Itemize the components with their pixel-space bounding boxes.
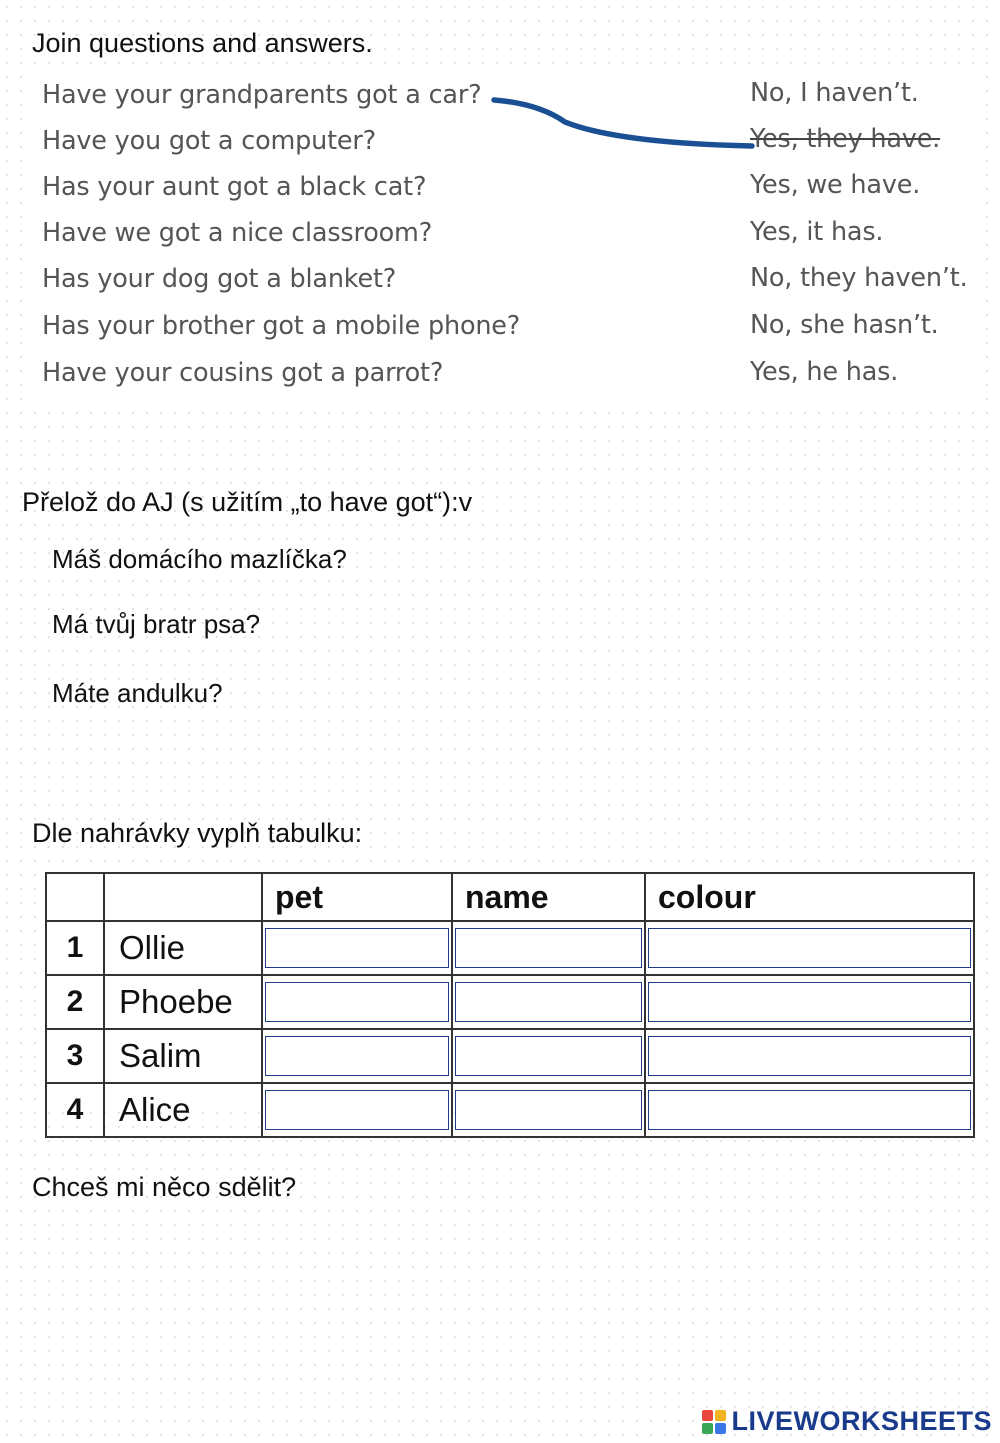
liveworksheets-logo-icon xyxy=(701,1409,727,1435)
question-6[interactable]: Has your brother got a mobile phone? xyxy=(42,311,521,341)
header-colour: colour xyxy=(645,873,974,921)
pets-table-wrap xyxy=(45,872,973,1128)
answer-5[interactable]: No, they haven’t. xyxy=(750,263,968,293)
translate-item-3: Máte andulku? xyxy=(52,678,223,708)
row-student-name: Salim xyxy=(104,1029,262,1083)
header-student xyxy=(104,873,262,921)
translate-item-2: Má tvůj bratr psa? xyxy=(52,609,261,639)
colour-input-4[interactable] xyxy=(648,1090,971,1130)
header-num xyxy=(46,873,104,921)
colour-input-3[interactable] xyxy=(648,1036,971,1076)
question-5[interactable]: Has your dog got a blanket? xyxy=(42,264,397,294)
name-input-2[interactable] xyxy=(455,982,642,1022)
table-row xyxy=(46,1029,974,1083)
connection-line xyxy=(494,100,752,146)
question-4[interactable]: Have we got a nice classroom? xyxy=(42,218,433,248)
pet-input-1[interactable] xyxy=(265,928,449,968)
name-input-3[interactable] xyxy=(455,1036,642,1076)
pet-input-2[interactable] xyxy=(265,982,449,1022)
question-1[interactable]: Have your grandparents got a car? xyxy=(42,80,482,110)
row-number: 3 xyxy=(46,1029,104,1083)
answer-6[interactable]: No, she hasn’t. xyxy=(750,310,939,340)
header-name: name xyxy=(452,873,645,921)
row-number: 2 xyxy=(46,975,104,1029)
colour-input-2[interactable] xyxy=(648,982,971,1022)
pet-input-3[interactable] xyxy=(265,1036,449,1076)
answer-4[interactable]: Yes, it has. xyxy=(750,217,884,247)
answer-7[interactable]: Yes, he has. xyxy=(750,357,899,387)
join-heading: Join questions and answers. xyxy=(32,28,373,58)
answer-1[interactable]: No, I haven’t. xyxy=(750,78,919,108)
row-number: 4 xyxy=(46,1083,104,1137)
table-heading: Dle nahrávky vyplň tabulku: xyxy=(32,818,363,848)
connection-line-svg xyxy=(0,0,1000,420)
answer-3[interactable]: Yes, we have. xyxy=(750,170,921,200)
question-3[interactable]: Has your aunt got a black cat? xyxy=(42,172,427,202)
table-row xyxy=(46,1083,974,1137)
message-heading: Chceš mi něco sdělit? xyxy=(32,1172,297,1202)
table-row xyxy=(46,921,974,975)
question-2[interactable]: Have you got a computer? xyxy=(42,126,376,156)
header-pet: pet xyxy=(262,873,452,921)
answer-2[interactable]: Yes, they have. xyxy=(750,124,941,154)
table-header-row xyxy=(46,873,974,921)
brand-text: LIVEWORKSHEETS xyxy=(731,1406,992,1436)
question-7[interactable]: Have your cousins got a parrot? xyxy=(42,358,444,388)
row-number: 1 xyxy=(46,921,104,975)
row-student-name: Alice xyxy=(104,1083,262,1137)
pets-table xyxy=(45,872,975,1138)
table-row xyxy=(46,975,974,1029)
translate-heading: Přelož do AJ (s užitím „to have got“):v xyxy=(22,487,473,517)
colour-input-1[interactable] xyxy=(648,928,971,968)
row-student-name: Phoebe xyxy=(104,975,262,1029)
pet-input-4[interactable] xyxy=(265,1090,449,1130)
translate-item-1: Máš domácího mazlíčka? xyxy=(52,544,347,574)
name-input-4[interactable] xyxy=(455,1090,642,1130)
liveworksheets-brand[interactable] xyxy=(701,1406,992,1437)
name-input-1[interactable] xyxy=(455,928,642,968)
row-student-name: Ollie xyxy=(104,921,262,975)
